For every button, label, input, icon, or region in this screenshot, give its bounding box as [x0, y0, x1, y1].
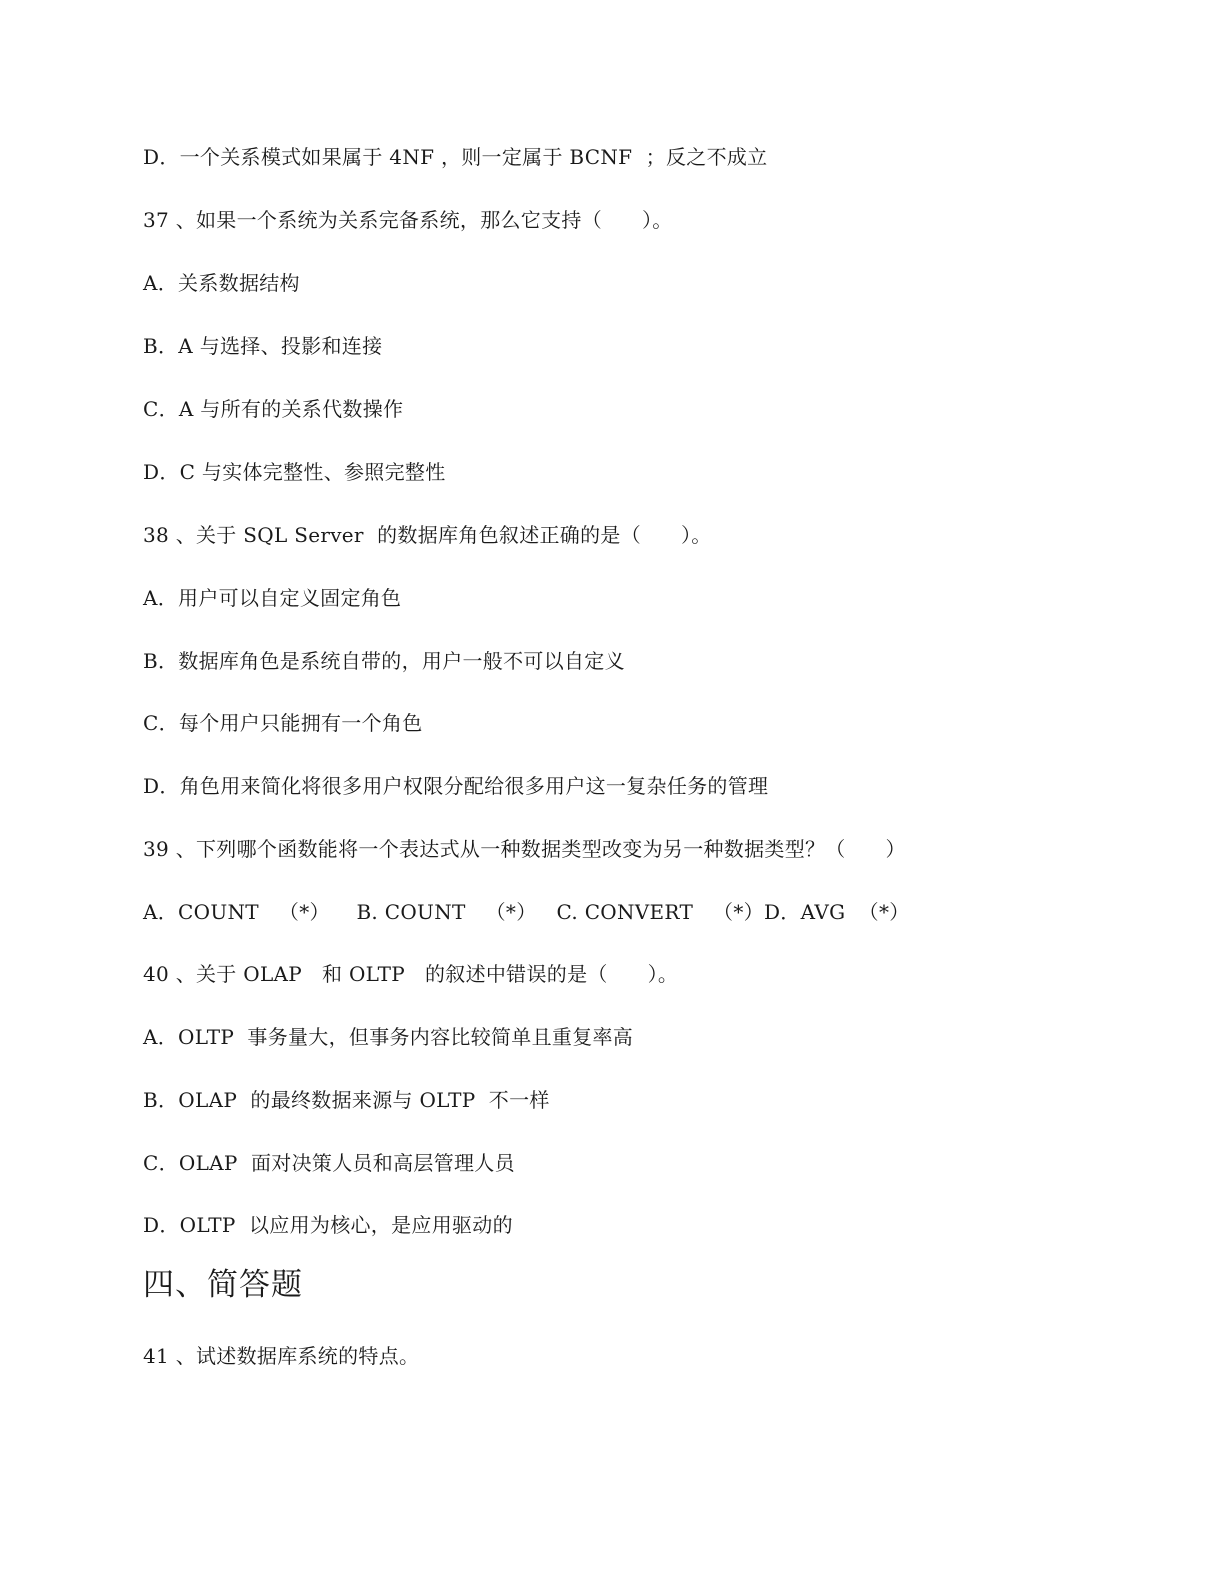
q37-option-a: A．关系数据结构	[143, 271, 300, 295]
q37-option-c: C．A 与所有的关系代数操作	[143, 397, 404, 421]
section-heading: 四、简答题	[143, 1267, 303, 1303]
q38-stem: 38 、关于 SQL Server 的数据库角色叙述正确的是（ ）。	[143, 523, 712, 547]
q38-option-a: A．用户可以自定义固定角色	[143, 586, 402, 610]
q41-stem: 41 、试述数据库系统的特点。	[143, 1344, 420, 1368]
q40-option-d: D．OLTP 以应用为核心，是应用驱动的	[143, 1213, 513, 1237]
q37-option-b: B．A 与选择、投影和连接	[143, 334, 383, 358]
q40-option-b: B．OLAP 的最终数据来源与 OLTP 不一样	[143, 1088, 550, 1112]
q40-option-a: A．OLTP 事务量大，但事务内容比较简单且重复率高	[143, 1025, 634, 1049]
q40-stem: 40 、关于 OLAP 和 OLTP 的叙述中错误的是（ ）。	[143, 962, 679, 986]
q38-option-c: C．每个用户只能拥有一个角色	[143, 711, 423, 735]
q37-option-d: D．C 与实体完整性、参照完整性	[143, 460, 446, 484]
q38-option-b: B．数据库角色是系统自带的，用户一般不可以自定义	[143, 649, 625, 673]
q39-options: A．COUNT （*） B. COUNT （*） C. CONVERT （*）D．AVG （*）	[143, 900, 910, 924]
q37-stem: 37 、如果一个系统为关系完备系统，那么它支持（ ）。	[143, 208, 673, 232]
q39-stem: 39 、下列哪个函数能将一个表达式从一种数据类型改变为另一种数据类型？（ ）	[143, 837, 906, 861]
q38-option-d: D．角色用来简化将很多用户权限分配给很多用户这一复杂任务的管理	[143, 774, 769, 798]
q36-option-d: D．一个关系模式如果属于 4NF ，则一定属于 BCNF ；反之不成立	[143, 145, 768, 169]
q40-option-c: C．OLAP 面对决策人员和高层管理人员	[143, 1151, 515, 1175]
